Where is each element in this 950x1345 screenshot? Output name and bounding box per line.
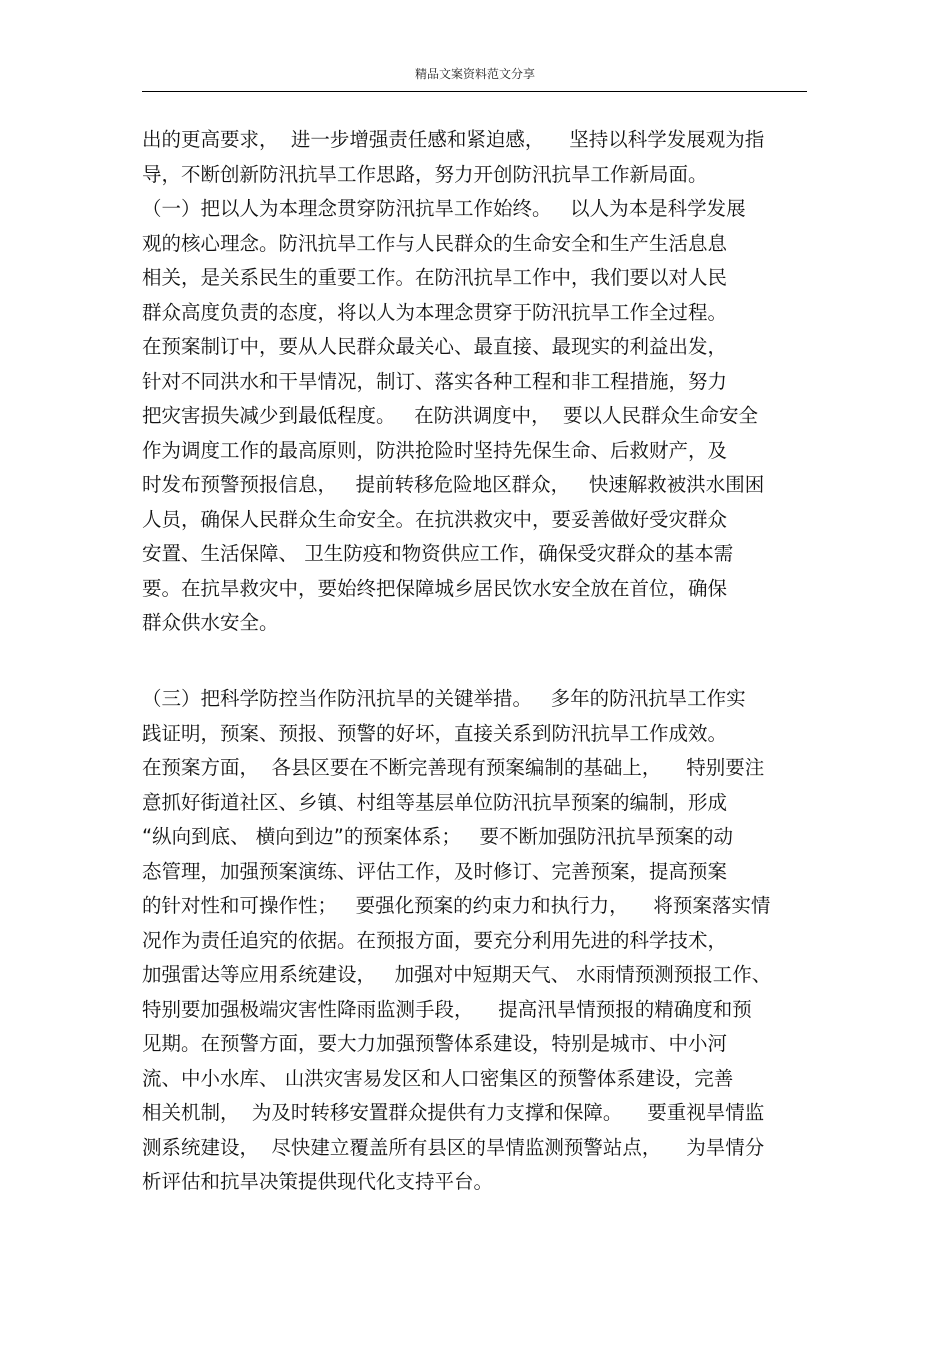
text-line: “纵向到底、 横向到边”的预案体系； 要不断加强防汛抗旱预案的动 (142, 825, 733, 848)
text-line: 安置、生活保障、 卫生防疫和物资供应工作，确保受灾群众的基本需 (142, 542, 734, 565)
text-line: 相关，是关系民生的重要工作。在防汛抗旱工作中，我们要以对人民 (142, 266, 728, 289)
text-line: 群众供水安全。 (142, 611, 279, 634)
header-rule (142, 91, 807, 92)
text-line: 测系统建设， 尽快建立覆盖所有县区的旱情监测预警站点， 为旱情分 (142, 1135, 765, 1159)
text-line: 践证明，预案、预报、预警的好坏，直接关系到防汛抗旱工作成效。 (142, 721, 728, 745)
text-line: （一）把以人为本理念贯穿防汛抗旱工作始终。 以人为本是科学发展 (142, 197, 746, 220)
text-line: 的针对性和可操作性； 要强化预案的约束力和执行力， 将预案落实情 (142, 894, 771, 917)
text-line: 针对不同洪水和干旱情况，制订、落实各种工程和非工程措施，努力 (142, 369, 728, 393)
text-line: （三）把科学防控当作防汛抗旱的关键举措。 多年的防汛抗旱工作实 (142, 687, 746, 710)
text-line: 时发布预警预报信息， 提前转移危险地区群众， 快速解救被洪水围困 (142, 473, 765, 496)
text-line: 观的核心理念。防汛抗旱工作与人民群众的生命安全和生产生活息息 (142, 231, 728, 255)
text-line: 人员，确保人民群众生命安全。在抗洪救灾中，要妥善做好受灾群众 (142, 507, 728, 531)
text-line: 况作为责任追究的依据。在预报方面，要充分利用先进的科学技术， (142, 928, 728, 952)
text-line: 相关机制， 为及时转移安置群众提供有力支撑和保障。 要重视旱情监 (142, 1101, 765, 1124)
page-header: 精品文案资料范文分享 (414, 67, 535, 81)
text-line: 把灾害损失减少到最低程度。 在防洪调度中， 要以人民群众生命安全 (142, 404, 758, 427)
text-line: 要。在抗旱救灾中，要始终把保障城乡居民饮水安全放在首位，确保 (142, 576, 728, 600)
text-line: 在预案制订中，要从人民群众最关心、最直接、最现实的利益出发， (142, 335, 728, 358)
text-line: 态管理，加强预案演练、评估工作，及时修订、完善预案，提高预案 (142, 859, 728, 883)
text-line: 意抓好街道社区、乡镇、村组等基层单位防汛抗旱预案的编制，形成 (142, 790, 728, 814)
text-line: 特别要加强极端灾害性降雨监测手段， 提高汛旱情预报的精确度和预 (142, 997, 752, 1021)
text-line: 流、中小水库、 山洪灾害易发区和人口密集区的预警体系建设，完善 (142, 1066, 734, 1090)
text-line: 析评估和抗旱决策提供现代化支持平台。 (142, 1170, 494, 1193)
text-line: 导，不断创新防汛抗旱工作思路，努力开创防汛抗旱工作新局面。 (142, 162, 708, 186)
text-line: 在预案方面， 各县区要在不断完善现有预案编制的基础上， 特别要注 (142, 756, 765, 779)
text-line: 群众高度负责的态度，将以人为本理念贯穿于防汛抗旱工作全过程。 (142, 300, 728, 324)
text-line: 加强雷达等应用系统建设， 加强对中短期天气、 水雨情预测预报工作、 (142, 963, 772, 986)
text-line: 出的更高要求， 进一步增强责任感和紧迫感， 坚持以科学发展观为指 (142, 128, 765, 151)
text-line: 见期。在预警方面，要大力加强预警体系建设，特别是城市、中小河 (142, 1032, 728, 1055)
text-line: 作为调度工作的最高原则，防洪抢险时坚持先保生命、后救财产，及 (142, 438, 728, 462)
